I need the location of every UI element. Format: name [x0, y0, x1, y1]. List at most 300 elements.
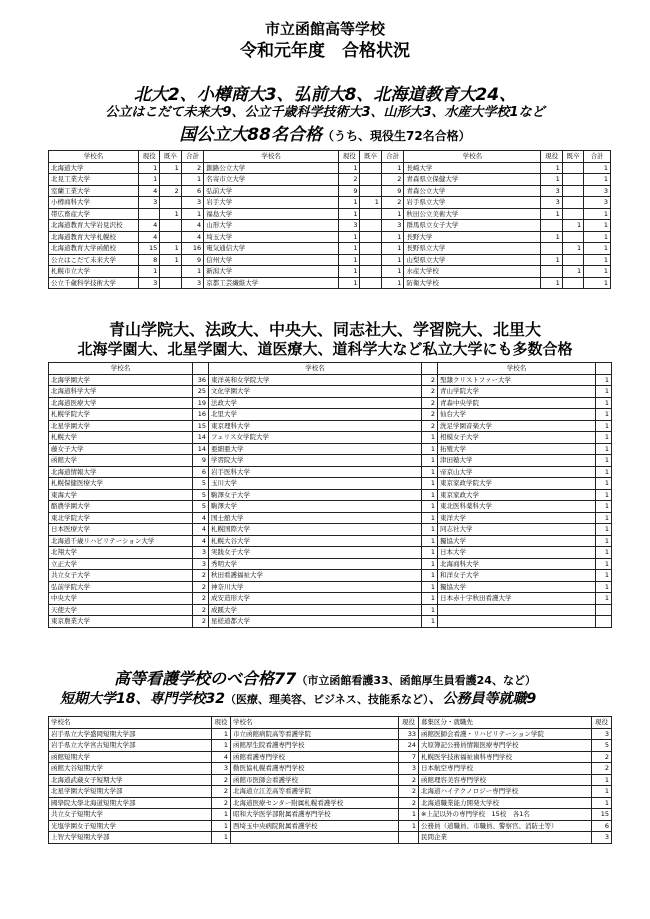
school-name-cell: 公立千歳科学技術大学 — [49, 277, 139, 289]
count-cell: 1 — [339, 243, 360, 255]
section1-total — [0, 120, 650, 145]
section3-headline-text: 高等看護学校のべ合格77 — [114, 669, 297, 688]
school-name-cell: 函館市医師会看護学校 — [231, 774, 399, 786]
count-cell: 1 — [138, 266, 159, 278]
school-name-cell: 津田塾大学 — [438, 455, 596, 467]
table-row — [49, 524, 612, 536]
count-cell: 15 — [138, 243, 159, 255]
count-cell: 1 — [160, 208, 181, 220]
school-name-cell: 秀明大学 — [209, 558, 422, 570]
count-cell: 1 — [541, 174, 562, 186]
school-name-cell: 山梨県立大学 — [404, 254, 541, 266]
school-name-cell: 公務員（道職員、市職員、警察官、消防士等） — [419, 820, 592, 832]
count-cell: 14 — [193, 432, 209, 444]
count-cell: 1 — [339, 197, 360, 209]
count-cell: 7 — [399, 751, 419, 763]
count-cell: 4 — [181, 231, 203, 243]
school-name-cell: 日本医療大学 — [49, 524, 193, 536]
count-cell: 1 — [339, 231, 360, 243]
count-cell: 1 — [596, 374, 612, 386]
count-cell: 1 — [212, 809, 231, 821]
school-name-cell: 文化学園大学 — [209, 386, 422, 398]
count-cell: 1 — [562, 220, 583, 232]
school-name-cell: 札幌医学技術福祉歯科専門学校 — [419, 751, 592, 763]
section1-subline: 公立はこだて未来大9、公立千歳科学技術大3、山形大3、水産大学校1など — [105, 105, 545, 120]
count-cell: 1 — [541, 162, 562, 174]
count-cell: 3 — [584, 185, 611, 197]
count-cell: 4 — [138, 231, 159, 243]
school-name-cell: 東京農業大学 — [49, 616, 193, 628]
count-cell: 1 — [339, 266, 360, 278]
count-cell: 2 — [193, 581, 209, 593]
count-cell: 1 — [584, 243, 611, 255]
column-header: 学校名 — [49, 717, 212, 729]
table-row — [49, 420, 612, 432]
table-row — [49, 174, 611, 186]
school-name-cell: 中央大学 — [49, 593, 193, 605]
table-row — [49, 763, 612, 775]
count-cell: 3 — [193, 558, 209, 570]
count-cell: 1 — [584, 174, 611, 186]
count-cell — [562, 208, 583, 220]
table-row — [49, 797, 612, 809]
table-row — [49, 774, 612, 786]
school-name-cell: 仙台大学 — [438, 409, 596, 421]
table-row — [49, 231, 611, 243]
table-row — [49, 374, 612, 386]
count-cell: 4 — [193, 535, 209, 547]
school-name-cell: 駒澤大学 — [209, 501, 422, 513]
school-name-cell: 福島大学 — [204, 208, 339, 220]
count-cell: 4 — [212, 751, 231, 763]
school-name-cell: 北海道医療大学 — [49, 397, 193, 409]
count-cell: 1 — [596, 432, 612, 444]
count-cell: 2 — [399, 797, 419, 809]
count-cell: 2 — [339, 174, 360, 186]
count-cell — [160, 277, 181, 289]
table-row — [49, 409, 612, 421]
count-cell: 1 — [422, 570, 438, 582]
column-header: 現役 — [592, 717, 612, 729]
school-name-cell: 成蹊大学 — [209, 604, 422, 616]
school-name-cell: 北海道教育大学函館校 — [49, 243, 139, 255]
school-name-cell: 弘前大学 — [204, 185, 339, 197]
table-row — [49, 751, 612, 763]
table-row — [49, 443, 612, 455]
count-cell: 1 — [422, 443, 438, 455]
count-cell: 19 — [193, 397, 209, 409]
count-cell — [138, 208, 159, 220]
count-cell: 2 — [381, 174, 403, 186]
school-name-cell: 酪農学園大学 — [49, 501, 193, 513]
school-name-cell: 北海道教育大学札幌校 — [49, 231, 139, 243]
count-cell: 2 — [592, 751, 612, 763]
school-name-cell: 水産大学校 — [404, 266, 541, 278]
table-row — [49, 220, 611, 232]
count-cell: 4 — [138, 220, 159, 232]
count-cell: 1 — [592, 774, 612, 786]
count-cell: 1 — [596, 570, 612, 582]
school-name-cell: 和洋女子大学 — [438, 570, 596, 582]
school-name-cell: 岩手県立大学盛岡短期大学部 — [49, 728, 212, 740]
school-name-cell: 函館短期大学 — [49, 751, 212, 763]
count-cell: 3 — [584, 197, 611, 209]
count-cell: 1 — [592, 786, 612, 798]
school-name-cell: 日本赤十字秋田看護大学 — [438, 593, 596, 605]
count-cell — [360, 162, 381, 174]
count-cell: 9 — [381, 185, 403, 197]
count-cell: 1 — [562, 243, 583, 255]
count-cell: 3 — [592, 832, 612, 844]
count-cell: 1 — [381, 277, 403, 289]
count-cell: 9 — [339, 185, 360, 197]
school-name-cell: 京都工芸繊維大学 — [204, 277, 339, 289]
count-cell: 1 — [596, 535, 612, 547]
table-row — [49, 535, 612, 547]
school-name-cell: 市立函館病院高等看護学院 — [231, 728, 399, 740]
school-name-cell: 小樽商科大学 — [49, 197, 139, 209]
school-name-cell — [231, 832, 399, 844]
count-cell: 1 — [138, 162, 159, 174]
school-name-cell: 日本航空専門学校 — [419, 763, 592, 775]
national-university-table — [48, 150, 611, 289]
count-cell — [360, 277, 381, 289]
column-header: 現役 — [399, 717, 419, 729]
table-row — [49, 243, 611, 255]
column-header: 現役 — [339, 151, 360, 163]
school-name-cell: 帯広畜産大学 — [49, 208, 139, 220]
school-name-cell: 群馬県立女子大学 — [404, 220, 541, 232]
table-row — [49, 740, 612, 752]
school-name-cell: 岩手大学 — [204, 197, 339, 209]
count-cell — [360, 174, 381, 186]
count-cell — [360, 208, 381, 220]
table-row — [49, 832, 612, 844]
count-cell: 1 — [422, 512, 438, 524]
school-name-cell: 電気通信大学 — [204, 243, 339, 255]
section2-subline: 北海学園大、北星学園大、道医療大、道科学大など私立大学にも多数合格 — [77, 340, 573, 358]
school-name-cell: 函館医師会看護・リハビリテーション学院 — [419, 728, 592, 740]
school-name-cell: 青森中央学院 — [438, 397, 596, 409]
column-header — [193, 363, 209, 375]
count-cell: 2 — [422, 397, 438, 409]
school-name-cell: 東海大学 — [49, 489, 193, 501]
count-cell — [360, 231, 381, 243]
count-cell — [562, 277, 583, 289]
table-row — [49, 386, 612, 398]
count-cell: 25 — [193, 386, 209, 398]
school-name-cell: 釧路公立大学 — [204, 162, 339, 174]
count-cell: 9 — [193, 455, 209, 467]
school-name-cell: 立正大学 — [49, 558, 193, 570]
count-cell — [360, 220, 381, 232]
column-header: 現役 — [138, 151, 159, 163]
table-row — [49, 547, 612, 559]
column-header: 募集区分・就職先 — [419, 717, 592, 729]
school-name-cell: 東洋英和女学院大学 — [209, 374, 422, 386]
section3-subline-a: 短期大学18、専門学校32 — [60, 691, 225, 707]
count-cell — [360, 185, 381, 197]
school-name-cell: 藤女子大学 — [49, 443, 193, 455]
section3-subline-b: 、公務員等就職9 — [428, 691, 537, 707]
column-header: 合計 — [381, 151, 403, 163]
count-cell: 2 — [212, 774, 231, 786]
count-cell: 1 — [422, 535, 438, 547]
column-header: 学校名 — [231, 717, 399, 729]
column-header: 学校名 — [204, 151, 339, 163]
school-name-cell: 北海道大学 — [49, 162, 139, 174]
school-name-cell: 洗足学園音楽大学 — [438, 420, 596, 432]
school-name-cell: 東洋大学 — [438, 512, 596, 524]
school-name-cell: 北海道科学大学 — [49, 386, 193, 398]
count-cell — [360, 254, 381, 266]
count-cell — [360, 243, 381, 255]
count-cell: 1 — [596, 581, 612, 593]
school-name-cell: 長野県立大学 — [404, 243, 541, 255]
count-cell: 2 — [422, 420, 438, 432]
school-name-cell: 岩手医科大学 — [209, 466, 422, 478]
school-name-cell: 新潟大学 — [204, 266, 339, 278]
school-name-cell: 岩手県立大学宮古短期大学部 — [49, 740, 212, 752]
school-name-cell: 函館厚生院看護専門学校 — [231, 740, 399, 752]
count-cell: 1 — [541, 254, 562, 266]
school-name-cell: 星槎道都大学 — [209, 616, 422, 628]
school-name-cell: 札幌学院大学 — [49, 409, 193, 421]
count-cell: 1 — [138, 174, 159, 186]
count-cell: 2 — [193, 604, 209, 616]
page-title: 令和元年度 合格状況 — [240, 41, 410, 61]
count-cell: 1 — [212, 728, 231, 740]
count-cell: 6 — [193, 466, 209, 478]
school-name-cell: 北海商科大学 — [438, 558, 596, 570]
count-cell: 1 — [422, 581, 438, 593]
school-name-cell: 函館理容美容専門学校 — [419, 774, 592, 786]
count-cell — [541, 243, 562, 255]
count-cell: 3 — [381, 220, 403, 232]
school-name-cell: 神奈川大学 — [209, 581, 422, 593]
count-cell — [160, 197, 181, 209]
count-cell: 1 — [212, 820, 231, 832]
table-row — [49, 570, 612, 582]
count-cell: 1 — [160, 254, 181, 266]
table-row — [49, 501, 612, 513]
school-name-cell: 北海道教育大学岩見沢校 — [49, 220, 139, 232]
column-header — [596, 363, 612, 375]
school-name-cell: 札幌大谷大学 — [209, 535, 422, 547]
school-name-cell: 長崎大学 — [404, 162, 541, 174]
school-name-cell: 埼玉大学 — [204, 231, 339, 243]
count-cell: 1 — [541, 231, 562, 243]
count-cell: 3 — [181, 277, 203, 289]
school-name-cell: 民間企業 — [419, 832, 592, 844]
count-cell: 3 — [541, 197, 562, 209]
count-cell: 2 — [181, 162, 203, 174]
count-cell: 1 — [422, 455, 438, 467]
count-cell: 1 — [422, 466, 438, 478]
count-cell: 16 — [181, 243, 203, 255]
school-name-cell: 亜細亜大学 — [209, 443, 422, 455]
school-name-cell: 札幌国際大学 — [209, 524, 422, 536]
count-cell: 1 — [360, 197, 381, 209]
count-cell: 1 — [381, 162, 403, 174]
count-cell: 2 — [193, 570, 209, 582]
column-header: 合計 — [584, 151, 611, 163]
school-name-cell: 名寄市立大学 — [204, 174, 339, 186]
count-cell: 2 — [422, 386, 438, 398]
column-header: 学校名 — [209, 363, 422, 375]
count-cell: 5 — [193, 501, 209, 513]
section1-total-note: （うち、現役生72名合格） — [321, 129, 471, 143]
table-row — [49, 786, 612, 798]
school-name-cell: 函館大谷短期大学 — [49, 763, 212, 775]
count-cell: 1 — [381, 208, 403, 220]
count-cell: 36 — [193, 374, 209, 386]
count-cell: 1 — [160, 243, 181, 255]
count-cell: 1 — [422, 478, 438, 490]
count-cell: 3 — [339, 220, 360, 232]
section3-subline — [60, 688, 650, 708]
table-row — [49, 478, 612, 490]
school-name-cell: 玉川大学 — [209, 478, 422, 490]
table-row — [49, 266, 611, 278]
count-cell: 2 — [193, 616, 209, 628]
school-name-cell: 北見工業大学 — [49, 174, 139, 186]
school-name-cell: 北里大学 — [209, 409, 422, 421]
school-name-cell: 岩手県立大学 — [404, 197, 541, 209]
school-name-cell: 駒澤女子大学 — [209, 489, 422, 501]
count-cell: 1 — [596, 466, 612, 478]
count-cell: 2 — [212, 797, 231, 809]
table-row — [49, 728, 612, 740]
column-header: 既卒 — [562, 151, 583, 163]
count-cell: 1 — [596, 489, 612, 501]
count-cell: 1 — [381, 231, 403, 243]
column-header: 学校名 — [49, 363, 193, 375]
count-cell: 1 — [181, 208, 203, 220]
count-cell: 2 — [193, 593, 209, 605]
school-name-cell: 天使大学 — [49, 604, 193, 616]
section1-total-text: 国公立大88名合格 — [179, 125, 322, 145]
school-name-cell: 公立はこだて未来大学 — [49, 254, 139, 266]
count-cell: 1 — [584, 231, 611, 243]
school-name-cell: 北翔大学 — [49, 547, 193, 559]
school-name-cell: 弘前学院大学 — [49, 581, 193, 593]
school-name-cell: 昭和大学医学部附属看護専門学校 — [231, 809, 399, 821]
school-name-cell: 法政大学 — [209, 397, 422, 409]
school-name-cell: 秋田公立美術大学 — [404, 208, 541, 220]
section1-headline: 北大2、小樽商大3、弘前大8、北海道教育大24、 — [133, 85, 517, 105]
section3-headline — [0, 666, 650, 689]
school-name-cell: 北海道ハイテクノロジー専門学校 — [419, 786, 592, 798]
school-name-cell: 秋田看護福祉大学 — [209, 570, 422, 582]
count-cell: 2 — [399, 774, 419, 786]
count-cell: 1 — [596, 397, 612, 409]
school-name-cell: 東北医科薬科大学 — [438, 501, 596, 513]
school-name-cell: 東京理科大学 — [209, 420, 422, 432]
school-name-cell: 札幌大学 — [49, 432, 193, 444]
school-name-cell: 北海道医療センター附属札幌看護学校 — [231, 797, 399, 809]
school-name-cell: 青山学院大学 — [438, 386, 596, 398]
count-cell: 1 — [422, 593, 438, 605]
count-cell: 2 — [160, 185, 181, 197]
school-name-cell: 勤医協札幌看護専門学校 — [231, 763, 399, 775]
college-vocational-table — [48, 716, 612, 844]
count-cell: 1 — [339, 208, 360, 220]
column-header: 学校名 — [438, 363, 596, 375]
count-cell: 1 — [596, 524, 612, 536]
school-name-cell: 獨協大学 — [438, 581, 596, 593]
count-cell: 1 — [596, 409, 612, 421]
table-row — [49, 397, 612, 409]
school-name-cell: 東京家政大学 — [438, 489, 596, 501]
school-name-cell: 実践女子大学 — [209, 547, 422, 559]
count-cell — [562, 174, 583, 186]
count-cell: 1 — [399, 809, 419, 821]
count-cell: 1 — [339, 162, 360, 174]
school-name-cell: 拓殖大学 — [438, 443, 596, 455]
count-cell: 4 — [193, 512, 209, 524]
count-cell: 3 — [399, 763, 419, 775]
school-name-cell: 光塩学園女子短期大学 — [49, 820, 212, 832]
count-cell — [562, 185, 583, 197]
count-cell: 33 — [399, 728, 419, 740]
count-cell: 1 — [339, 277, 360, 289]
school-name-cell: 相模女子大学 — [438, 432, 596, 444]
school-name-cell: 國學院大學北海道短期大学部 — [49, 797, 212, 809]
school-name-cell: 長野大学 — [404, 231, 541, 243]
count-cell: 5 — [592, 740, 612, 752]
count-cell: 1 — [181, 174, 203, 186]
count-cell: 1 — [181, 266, 203, 278]
count-cell: 3 — [212, 763, 231, 775]
count-cell: 3 — [193, 547, 209, 559]
school-name-cell: 北海道千歳リハビリテーション大学 — [49, 535, 193, 547]
count-cell: 1 — [422, 432, 438, 444]
count-cell: 1 — [541, 208, 562, 220]
count-cell: 1 — [422, 616, 438, 628]
column-header: 合計 — [181, 151, 203, 163]
count-cell: 1 — [422, 524, 438, 536]
count-cell: 5 — [193, 489, 209, 501]
count-cell: 24 — [399, 740, 419, 752]
school-name-cell: 北星学園大学短期大学部 — [49, 786, 212, 798]
count-cell: 1 — [422, 489, 438, 501]
count-cell: 1 — [541, 277, 562, 289]
school-name-cell: 北海学園大学 — [49, 374, 193, 386]
table-row — [49, 820, 612, 832]
count-cell: 1 — [584, 220, 611, 232]
count-cell: 1 — [381, 266, 403, 278]
count-cell — [541, 266, 562, 278]
school-name-cell — [438, 616, 596, 628]
count-cell: 2 — [212, 786, 231, 798]
school-name-cell: 函館看護専門学校 — [231, 751, 399, 763]
count-cell: 5 — [193, 478, 209, 490]
count-cell: 3 — [541, 185, 562, 197]
count-cell — [360, 266, 381, 278]
count-cell: 8 — [138, 254, 159, 266]
count-cell: 3 — [138, 197, 159, 209]
count-cell — [160, 174, 181, 186]
count-cell: 1 — [596, 558, 612, 570]
school-name-cell: 北海道武蔵女子短期大学 — [49, 774, 212, 786]
count-cell: 1 — [596, 455, 612, 467]
school-name-cell: 東京家政学院大学 — [438, 478, 596, 490]
school-name-cell: 青森県立保健大学 — [404, 174, 541, 186]
count-cell: 2 — [422, 374, 438, 386]
school-name-cell: 防衛大学校 — [404, 277, 541, 289]
table-row — [49, 254, 611, 266]
